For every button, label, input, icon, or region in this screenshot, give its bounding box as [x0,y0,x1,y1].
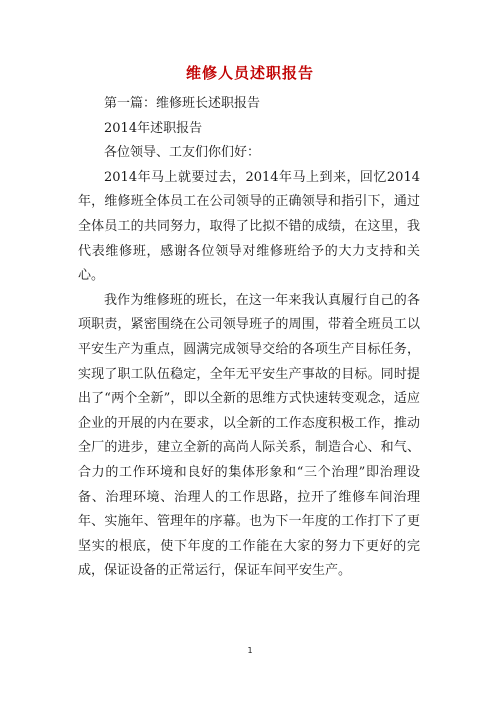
greeting-line: 各位领导、工友们你们好： [104,145,261,161]
year-heading: 2014年述职报告 [104,120,203,136]
page-number: 1 [247,646,253,655]
document-title: 维修人员述职报告 [185,64,314,82]
document-body [78,92,420,584]
paragraph-1: 2014年马上就要过去，2014年马上到来，回忆2014年，维修班全体员工在公司领导的正确领导和指引下，通过全体员工的共同努力，取得了比拟不错的成绩，在这里，我代表维修班，感谢各位领导对维修班给予的大力支持和关心。 [78,169,420,284]
subtitle-line: 第一篇：维修班长述职报告 [104,96,261,111]
paragraph-2: 我作为维修班的班长，在这一年来我认真履行自己的各项职责，紧密围绕在公司领导班子的周围，带着全班员工以平安生产为重点，圆满完成领导交给的各项生产目标任务，实现了职工队伍稳定，全年无平安生产事故的目标。同时提出了“两个全新”，即以全新的思维方式快速转变观念，适应企业的开展的内在要求，以全新的工作态度积极工作，推动全厂的进步，建立全新的高尚人际关系，制造合心、和气、合力的工作环境和良好的集体形象和“三个治理”即治理设备、治理环境、治理人的工作思路，拉开了维修车间治理年、实施年、管理年的序幕。也为下一年度的工作打下了更坚实的根底，使下年度的工作能在大家的努力下更好的完成，保证设备的正常运行，保证车间平安生产。 [78,292,420,579]
